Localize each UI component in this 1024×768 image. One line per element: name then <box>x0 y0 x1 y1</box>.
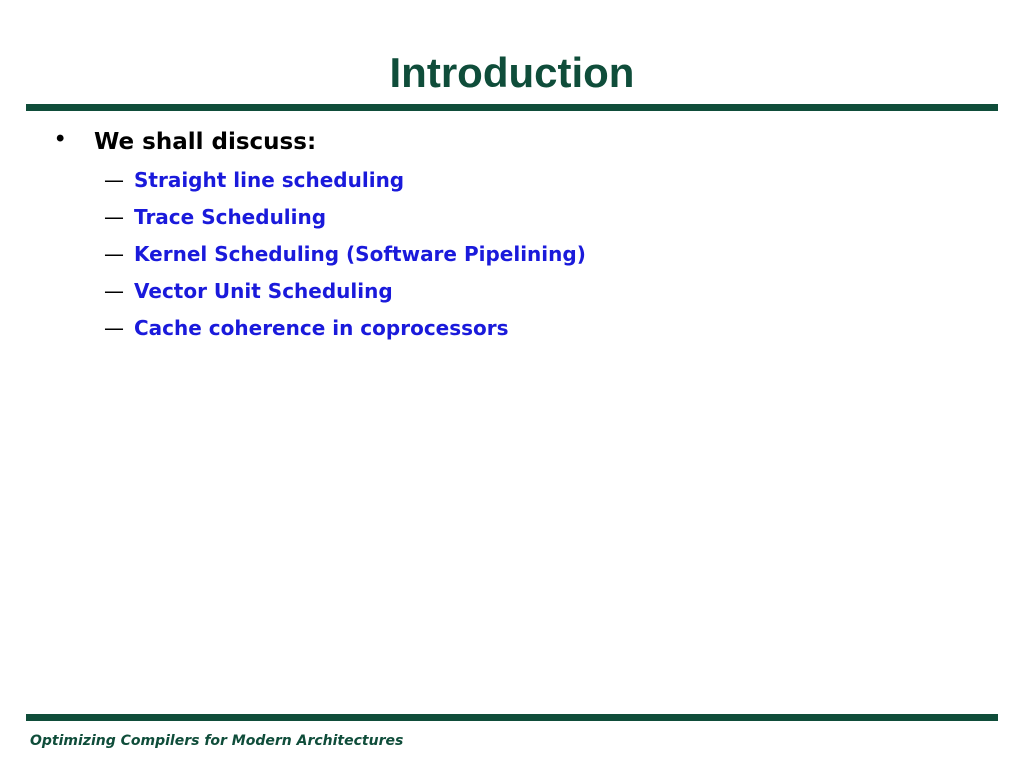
footer-divider <box>26 714 998 721</box>
dash-icon: — <box>104 316 124 340</box>
slide-title: Introduction <box>389 49 635 96</box>
sub-bullet-text: Trace Scheduling <box>134 205 327 229</box>
sub-bullet-text: Vector Unit Scheduling <box>134 279 393 303</box>
dash-icon: — <box>104 168 124 192</box>
slide-content <box>56 125 996 353</box>
bullet-dot-icon: • <box>56 125 65 152</box>
dash-icon: — <box>104 242 124 266</box>
bullet-item <box>56 125 996 168</box>
sub-bullet-list <box>56 168 996 353</box>
dash-icon: — <box>104 279 124 303</box>
bullet-text: We shall discuss: <box>94 129 317 155</box>
sub-bullet-text: Straight line scheduling <box>134 168 405 192</box>
footer-text: Optimizing Compilers for Modern Architectures <box>30 733 404 749</box>
sub-bullet-text: Kernel Scheduling (Software Pipelining) <box>134 242 586 266</box>
sub-bullet-item <box>56 279 996 316</box>
dash-icon: — <box>104 205 124 229</box>
title-divider <box>26 104 998 111</box>
sub-bullet-item <box>56 242 996 279</box>
sub-bullet-text: Cache coherence in coprocessors <box>134 316 509 340</box>
sub-bullet-item <box>56 168 996 205</box>
sub-bullet-item <box>56 316 996 353</box>
sub-bullet-item <box>56 205 996 242</box>
